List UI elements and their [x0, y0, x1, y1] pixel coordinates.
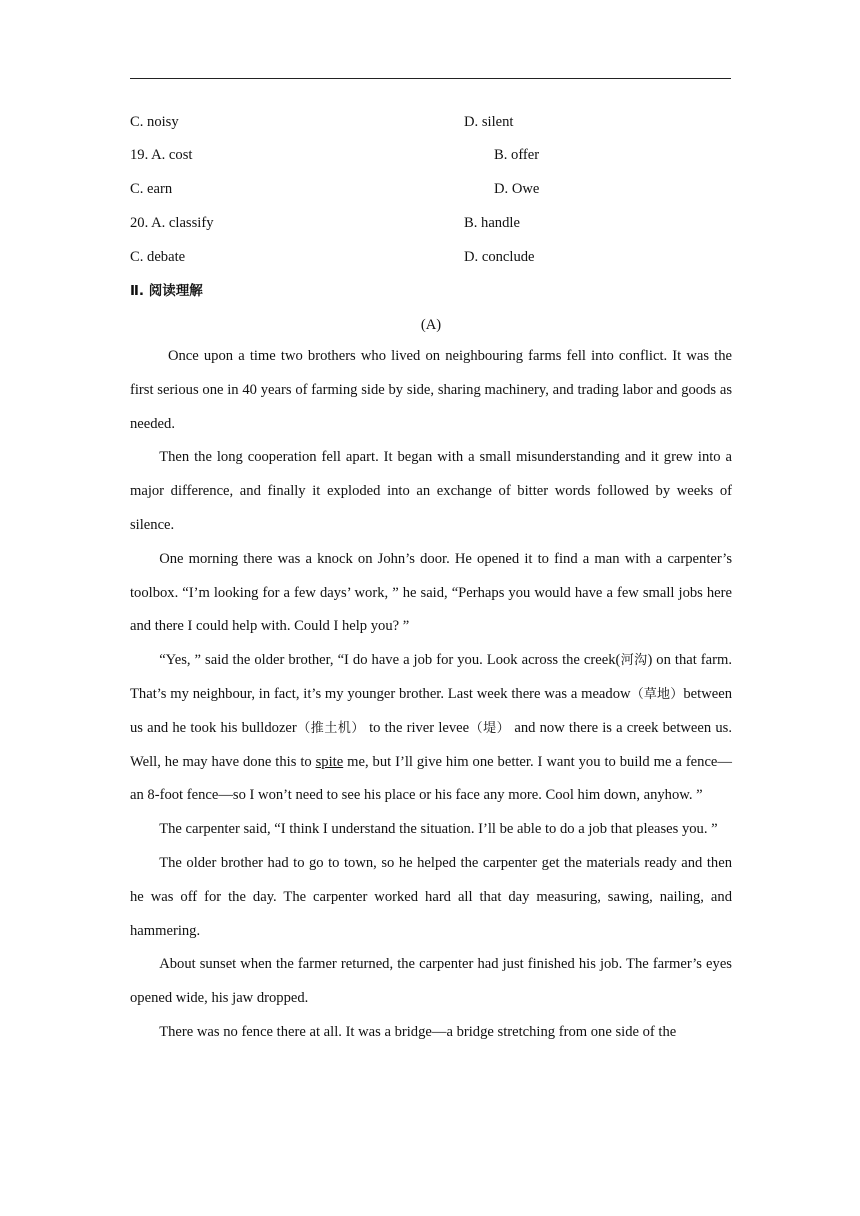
- gloss-creek: 河沟: [620, 653, 648, 669]
- option-b-offer: B. offer: [494, 147, 540, 163]
- p4-text-k: me, but I’ll give him one better. I want you to build me a fence—an 8-foot fence—so I won’t need to see his place or his face any more. Cool him down, anyhow. ”: [130, 753, 732, 804]
- paragraph-3: One morning there was a knock on John’s door. He opened it to find a man with a carpenter’s toolbox. “I’m looking for a few days’ work, ” he said, “Perhaps you would have a few small jobs here and there I could help with. Could I help you? ”: [130, 550, 732, 635]
- paragraph-4: [130, 644, 732, 813]
- p4-text-a: “Yes, ” said the older brother, “I do have a job for you. Look across the creek(: [159, 652, 621, 669]
- section-heading: Ⅱ. 阅读理解: [130, 283, 203, 299]
- option-20-a-classify: 20. A. classify: [130, 215, 214, 231]
- header-rule: [130, 78, 731, 79]
- paragraph-7: About sunset when the farmer returned, the carpenter had just finished his job. The farmer’s eyes opened wide, his jaw dropped.: [130, 956, 732, 1007]
- paragraph-1: Once upon a time two brothers who lived on neighbouring farms fell into conflict. It was the first serious one in 40 years of farming side by side, sharing machinery, and trading labor and goods as needed.: [130, 348, 732, 432]
- gloss-meadow: （草地）: [630, 686, 684, 702]
- option-c-debate: C. debate: [130, 249, 186, 265]
- option-19-a-cost: 19. A. cost: [130, 147, 193, 163]
- options-row-19-ab: [130, 145, 732, 165]
- p4-text-g: to the river levee: [364, 719, 470, 736]
- option-d-conclude: D. conclude: [464, 249, 535, 265]
- paragraph-6: The older brother had to go to town, so he helped the carpenter get the materials ready and then he was off for the day. The carpenter worked hard all that day measuring, sawing, nailing, and hammering.: [130, 854, 732, 939]
- gloss-levee: （堤）: [469, 720, 511, 736]
- paragraph-5: The carpenter said, “I think I understand the situation. I’ll be able to do a job that pleases you. ”: [159, 821, 718, 838]
- options-row-20-cd: [130, 247, 732, 267]
- paragraph-8: There was no fence there at all. It was a bridge—a bridge stretching from one side of the: [159, 1023, 677, 1040]
- gloss-bulldozer: （推土机）: [296, 720, 365, 736]
- option-c-earn: C. earn: [130, 181, 173, 197]
- underlined-word-spite: spite: [315, 753, 344, 770]
- option-d-owe: D. Owe: [494, 181, 540, 197]
- p4-text-i: and now there is a creek between us. Well, he may have done this to: [130, 719, 732, 770]
- options-row-19-cd: [130, 179, 732, 199]
- option-c-noisy: C. noisy: [130, 114, 179, 130]
- options-row-20-ab: [130, 213, 732, 233]
- paragraph-2: Then the long cooperation fell apart. It began with a small misunderstanding and it grew into a major difference, and finally it exploded into an exchange of bitter words followed by weeks of silence.: [130, 449, 732, 533]
- p4-text-c: ) on that farm. That’s my neighbour, in fact, it’s my younger brother. Last week there was a meadow: [130, 652, 732, 702]
- option-d-silent: D. silent: [464, 114, 514, 130]
- option-b-handle: B. handle: [464, 215, 520, 231]
- options-row-18-cd: [130, 112, 732, 132]
- p4-text-e: between us and he took his bulldozer: [130, 685, 732, 736]
- passage-body: [130, 340, 732, 1050]
- passage-title: (A): [420, 317, 442, 333]
